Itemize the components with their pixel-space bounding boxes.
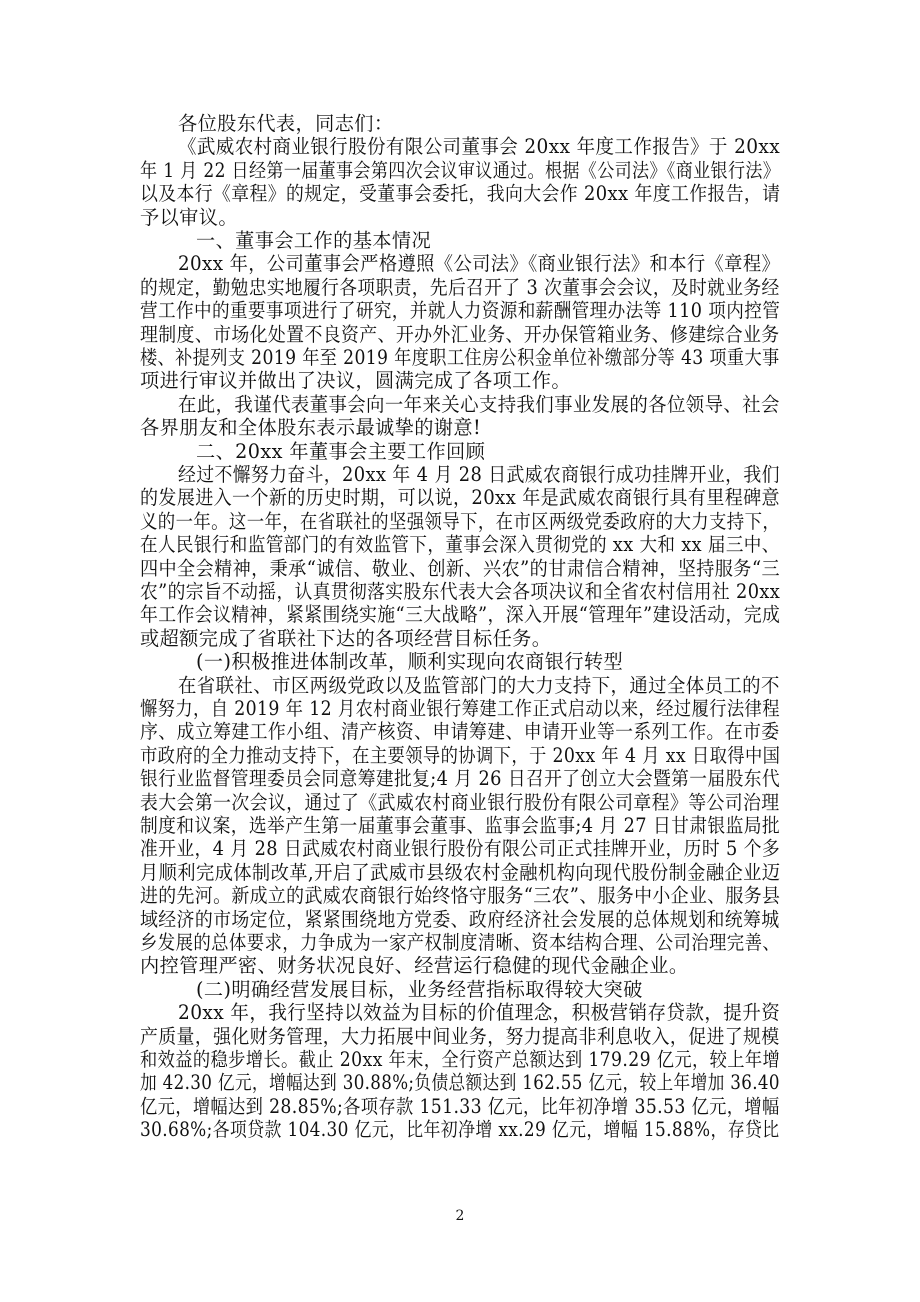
- paragraph-line: 准开业，4 月 28 日武威农村商业银行股份有限公司正式挂牌开业，历时 5 个多: [140, 837, 781, 861]
- paragraph-line: 各位股东代表，同志们：: [178, 112, 394, 135]
- section-heading: (一)积极推进体制改革，顺利实现向农商银行转型: [196, 650, 624, 674]
- paragraph-line: 内控管理严密、财务状况良好、经营运行稳健的现代金融企业。: [140, 954, 689, 978]
- paragraph-line: 20xx 年，公司董事会严格遵照《公司法》《商业银行法》和本行《章程》: [178, 252, 781, 276]
- paragraph-line: 产质量，强化财务管理，大力拓展中间业务，努力提高非利息收入，促进了规模: [140, 1024, 780, 1048]
- paragraph-line: 序、成立筹建工作小组、清产核资、申请筹建、申请开业等一系列工作。在市委: [140, 720, 780, 744]
- paragraph-line: 在省联社、市区两级党政以及监管部门的大力支持下，通过全体员工的不: [178, 673, 780, 697]
- paragraph-line: 乡发展的总体要求，力争成为一家产权制度清晰、资本结构合理、公司治理完善、: [140, 931, 781, 954]
- paragraph-line: 农”的宗旨不动摇，认真贯彻落实股东代表大会各项决议和全省农村信用社 20xx: [140, 580, 781, 603]
- section-heading: 二、20xx 年董事会主要工作回顾: [196, 439, 486, 463]
- paragraph-line: 域经济的市场定位，紧紧围绕地方党委、政府经济社会发展的总体规划和统筹城: [140, 907, 780, 931]
- paragraph-line: 制度和议案，选举产生第一届董事会董事、监事会监事;4 月 27 日甘肃银监局批: [140, 814, 780, 837]
- section-heading: 一、董事会工作的基本情况: [196, 229, 432, 252]
- paragraph-line: 《武威农村商业银行股份有限公司董事会 20xx 年度工作报告》于 20xx: [178, 135, 781, 159]
- paragraph-line: 义的一年。这一年，在省联社的坚强领导下，在市区两级党委政府的大力支持下，: [140, 509, 781, 533]
- paragraph-line: 各界朋友和全体股东表示最诚挚的谢意!: [140, 416, 482, 440]
- paragraph-line: 或超额完成了省联社下达的各项经营目标任务。: [140, 626, 552, 650]
- paragraph-line: 亿元，增幅达到 28.85%;各项存款 151.33 亿元，比年初净增 35.53 亿元，增幅: [140, 1094, 780, 1118]
- paragraph-line: 的规定，勤勉忠实地履行各项职责，先后召开了 3 次董事会会议，及时就业务经: [140, 275, 780, 299]
- paragraph-line: 经过不懈努力奋斗，20xx 年 4 月 28 日武威农商银行成功挂牌开业，我们: [178, 463, 780, 486]
- section-heading: (二)明确经营发展目标，业务经营指标取得较大突破: [196, 977, 643, 1001]
- paragraph-line: 加 42.30 亿元，增幅达到 30.88%;负债总额达到 162.55 亿元，较上年增加 36.40: [140, 1071, 780, 1095]
- paragraph-line: 的发展进入一个新的历史时期，可以说，20xx 年是武威农商银行具有里程碑意: [140, 486, 780, 510]
- paragraph-line: 理制度、市场化处置不良资产、开办外汇业务、开办保管箱业务、修建综合业务: [140, 322, 780, 346]
- paragraph-line: 表大会第一次会议，通过了《武威农村商业银行股份有限公司章程》等公司治理: [140, 790, 780, 814]
- paragraph-line: 和效益的稳步增长。截止 20xx 年末，全行资产总额达到 179.29 亿元，较上年增: [140, 1048, 781, 1071]
- paragraph-line: 银行业监督管理委员会同意筹建批复;4 月 26 日召开了创立大会暨第一届股东代: [140, 767, 780, 791]
- paragraph-line: 月顺利完成体制改革,开启了武威市县级农村金融机构向现代股份制金融企业迈: [140, 860, 781, 884]
- paragraph-line: 年 1 月 22 日经第一届董事会第四次会议审议通过。根据《公司法》《商业银行法》: [140, 158, 781, 182]
- paragraph-line: 以及本行《章程》的规定，受董事会委托，我向大会作 20xx 年度工作报告，请: [140, 182, 781, 206]
- paragraph-line: 营工作中的重要事项进行了研究，并就人力资源和薪酬管理办法等 110 项内控管: [140, 299, 781, 323]
- paragraph-line: 项进行审议并做出了决议，圆满完成了各项工作。: [140, 369, 571, 393]
- paragraph-line: 懈努力，自 2019 年 12 月农村商业银行筹建工作正式启动以来，经过履行法律程: [140, 697, 780, 720]
- paragraph-line: 30.68%;各项贷款 104.30 亿元，比年初净增 xx.29 亿元，增幅 15.88%，存贷比: [140, 1118, 780, 1142]
- page-number: 2: [455, 1208, 465, 1224]
- paragraph-line: 进的先河。新成立的武威农商银行始终恪守服务“三农”、服务中小企业、服务县: [140, 884, 781, 908]
- paragraph-line: 予以审议。: [140, 205, 238, 229]
- paragraph-line: 市政府的全力推动支持下，在主要领导的协调下，于 20xx 年 4 月 xx 日取得中国: [140, 743, 781, 767]
- paragraph-line: 在此，我谨代表董事会向一年来关心支持我们事业发展的各位领导、社会: [178, 392, 780, 416]
- paragraph-line: 20xx 年，我行坚持以效益为目标的价值理念，积极营销存贷款，提升资: [178, 1001, 781, 1025]
- paragraph-line: 四中全会精神，秉承“诚信、敬业、创新、兴农”的甘肃信合精神，坚持服务“三: [140, 556, 780, 580]
- paragraph-line: 年工作会议精神，紧紧围绕实施“三大战略”，深入开展“管理年”建设活动，完成: [140, 603, 781, 627]
- paragraph-line: 在人民银行和监管部门的有效监管下，董事会深入贯彻党的 xx 大和 xx 届三中、: [140, 533, 780, 557]
- paragraph-line: 楼、补提列支 2019 年至 2019 年度职工住房公积金单位补缴部分等 43 项重大事: [140, 346, 780, 369]
